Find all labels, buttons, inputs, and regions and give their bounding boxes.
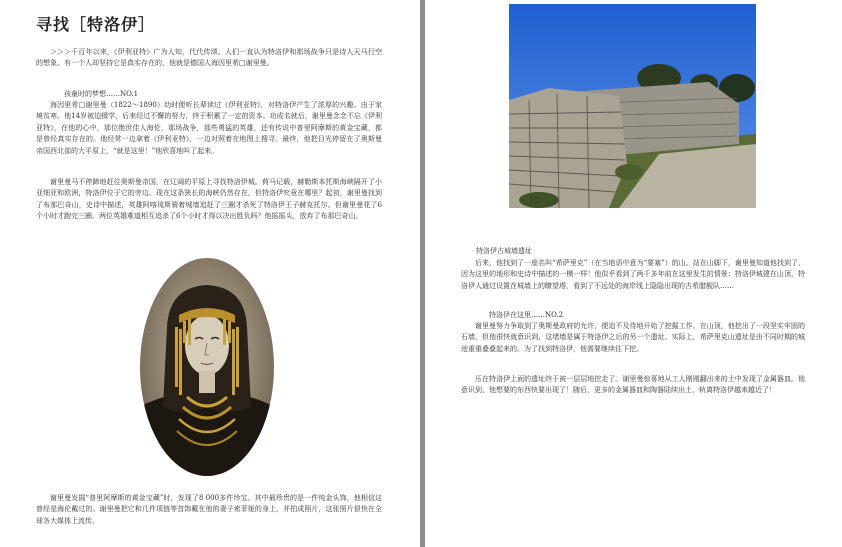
- body-paragraph-3: 谢里曼发掘“普里阿摩斯的黄金宝藏”时，发现了8 000多件珍宝。其中最珍贵的是一件纯金头饰，他相信这曾经是海伦戴过的。谢里曼把它和几件项链等首饰戴在他的妻子索菲娅的身上，并拍成照片，这张照片很快在全球各大媒体上流传。: [36, 494, 382, 525]
- section-heading-no1: 孩童时的梦想……NO.1: [64, 90, 139, 98]
- right-paragraph-1: 后来，他找到了一座名叫“希萨里克”（在当地语中意为“要塞”）的山。站在山脚下，谢里曼知道他找到了，因为这里的地形和史诗中描述的一模一样！他似乎看到了两千多年前在这里发生的情景：特洛伊城建在山顶，特洛伊人通过设置在城墙上的瞭望塔，看到了不远处的海岸线上隐隐出现的古希腊舰队……: [461, 259, 805, 290]
- body-paragraph-1: 海因里希□谢里曼（1822～1890）幼时便听长辈读过《伊利亚特》，对特洛伊产生了浓厚的兴趣。由于家境贫寒，他14岁被迫辍学，后来经过不懈的努力，终于积累了一定的资本。功成名就后，谢里曼念念不忘《伊利亚特》，在他的心中，那位绝世佳人海伦，那场战争，那些勇猛的英雄，还有传说中普里阿摩斯的黄金宝藏，都是曾经真实存在的。他经常一边拿着《伊利亚特》，一边对照着在地图上搜寻。最终，他把目光停留在了奥斯曼帝国西北部的大平原上，“就是这里！”他欣喜地叫了起来。: [36, 101, 382, 155]
- photo-caption-heading: 特洛伊古城墙遗址: [476, 247, 532, 255]
- left-page: [0, 0, 420, 547]
- right-page: [425, 0, 842, 547]
- sophia-portrait-image: [139, 257, 275, 477]
- section-heading-no2: 特洛伊在这里……NO.2: [489, 311, 564, 319]
- troy-wall-ruins-photo: [509, 4, 756, 208]
- body-paragraph-2: 谢里曼马不停蹄地赶往奥斯曼帝国，在辽阔的平原上寻找特洛伊城。荷马记载，赫勒斯本托斯海峡隔开了小亚细亚和欧洲，特洛伊位于它的旁边。现在这条狭长的海峡仍然存在，但特洛伊究竟在哪里？起初，谢里曼找到了布那巴奇山，史诗中描述，英雄阿喀琉斯骑着城墙追赶了三圈才杀死了特洛伊王子赫克托尔。但谢里曼花了6个小时才跑完三圈。两位英雄难道相互追杀了6个小时才得以决出胜负吗？他摇摇头，放弃了布那巴奇山。: [36, 178, 382, 221]
- page-title: 寻找［特洛伊］: [36, 15, 156, 34]
- right-paragraph-3: 压在特洛伊上面的遗址终于被一层层地挖走了。谢里曼惊喜地从工人刚刚翻出来的土中发现了金属器皿。他意识到，他想要的东西快要出现了！随后，更多的金属器皿和陶器陆续出土，轨离特洛伊越来越近了！: [461, 375, 805, 395]
- right-paragraph-2: 谢里曼努力争取到了奥斯曼政府的允许，便迫不及待地开始了挖掘工作。在山顶，他挖出了一段坚实牢固的石墙，但他很快就意识到，这堵墙是属于特洛伊之后的另一个遗址。实际上，希萨里克山遗址是由不同时期的城池重重叠叠起来的。为了找到特洛伊，他需要继续往下挖。: [461, 322, 805, 353]
- intro-paragraph: ＞＞＞千百年以来，《伊利亚特》广为人知，代代传颂。人们一直认为特洛伊和那场战争只是诗人天马行空的想象。有一个人却坚持它是真实存在的，他就是德国人海因里希□谢里曼。: [36, 48, 382, 68]
